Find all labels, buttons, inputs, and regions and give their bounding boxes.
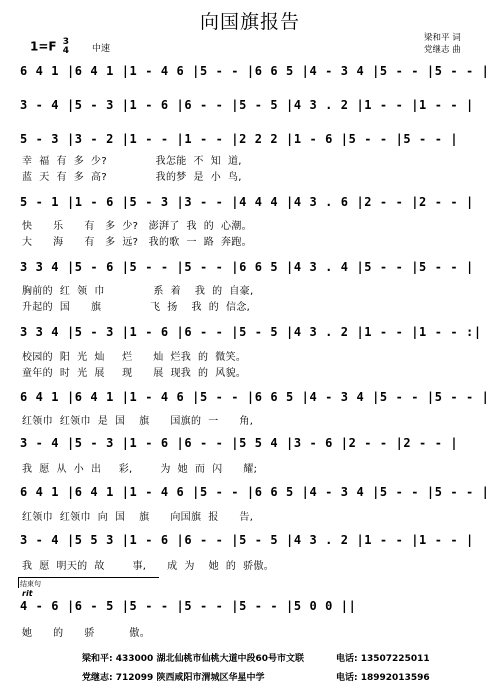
lyric-line-5b: 升起的 国 旗 飞 扬 我 的 信念, bbox=[22, 302, 251, 313]
lyric-line-3b: 蓝 天 有 多 高? 我的梦 是 小 鸟, bbox=[22, 172, 242, 183]
lyric-line-10: 我 愿 明天的 故 事, 成 为 她 的 骄傲。 bbox=[22, 561, 275, 572]
score-line-3 bbox=[20, 130, 480, 148]
footer-address-2: 党继志: 712099 陕西咸阳市渭城区华星中学 bbox=[82, 673, 265, 683]
lyric-line-3a: 幸 福 有 多 少? 我怎能 不 知 道, bbox=[22, 156, 242, 167]
footer-phone-1: 电话: 13507225011 bbox=[336, 654, 430, 664]
notes-line-8: 3 - 4 |5 - 3 |1 - 6 |6 - - |5 5 4 |3 - 6 |2 - - |2 - - | bbox=[20, 436, 459, 450]
lyric-line-7: 红领巾 红领巾 是 国 旗 国旗的 一 角, bbox=[22, 416, 254, 427]
composer-credit: 党继志 曲 bbox=[424, 45, 461, 55]
lyricist-credit: 梁和平 词 bbox=[424, 33, 461, 43]
notes-line-9: 6 4 1 |6 4 1 |1 - 4 6 |5 - - |6 6 5 |4 - 3 4 |5 - - |5 - - | bbox=[20, 485, 490, 499]
score-line-10 bbox=[20, 531, 480, 549]
notes-line-1: 6 4 1 |6 4 1 |1 - 4 6 |5 - - |6 6 5 |4 - 3 4 |5 - - |5 - - | bbox=[20, 64, 490, 78]
score-line-7 bbox=[20, 388, 490, 406]
key-label: 1=F bbox=[30, 39, 57, 54]
lyric-line-4a: 快 乐 有 多 少? 澎湃了 我 的 心潮。 bbox=[22, 221, 252, 232]
score-line-4 bbox=[20, 193, 480, 211]
score-line-2 bbox=[20, 96, 480, 114]
lyric-line-9: 红领巾 红领巾 向 国 旗 向国旗 报 告, bbox=[22, 512, 254, 523]
time-signature bbox=[63, 38, 69, 56]
score-line-8 bbox=[20, 434, 480, 452]
notes-line-10: 3 - 4 |5 5 3 |1 - 6 |6 - - |5 - 5 |4 3 . 2 |1 - - |1 - - | bbox=[20, 533, 474, 547]
lyric-line-6b: 童年的 时 光 展 现 展 现我 的 风貌。 bbox=[22, 368, 247, 379]
footer-phone-2: 电话: 18992013596 bbox=[336, 673, 430, 683]
notes-line-5: 3 3 4 |5 - 6 |5 - - |5 - - |6 6 5 |4 3 . 4 |5 - - |5 - - | bbox=[20, 260, 474, 274]
lyric-line-5a: 胸前的 红 领 巾 系 着 我 的 自豪, bbox=[22, 286, 254, 297]
score-line-5 bbox=[20, 258, 480, 276]
notes-line-3: 5 - 3 |3 - 2 |1 - - |1 - - |2 2 2 |1 - 6 |5 - - |5 - - | bbox=[20, 132, 459, 146]
lyric-line-6a: 校园的 阳 光 灿 烂 灿 烂我 的 微笑。 bbox=[22, 352, 247, 363]
notes-line-4: 5 - 1 |1 - 6 |5 - 3 |3 - - |4 4 4 |4 3 . 6 |2 - - |2 - - | bbox=[20, 195, 474, 209]
notes-line-11: 4 - 6 |6 - 5 |5 - - |5 - - |5 - - |5 0 0 || bbox=[20, 599, 357, 613]
notes-line-6: 3 3 4 |5 - 3 |1 - 6 |6 - - |5 - 5 |4 3 . 2 |1 - - |1 - - :| bbox=[20, 325, 482, 339]
score-line-11 bbox=[20, 597, 480, 615]
tempo-marking: 中速 bbox=[92, 44, 111, 54]
time-top: 3 bbox=[62, 37, 70, 47]
score-line-9 bbox=[20, 483, 490, 501]
footer-contact-2 bbox=[82, 670, 430, 683]
song-title: 向国旗报告 bbox=[199, 11, 300, 33]
lyric-line-11: 她 的 骄 傲。 bbox=[22, 628, 151, 639]
score-line-1 bbox=[20, 62, 490, 80]
lyric-line-4b: 大 海 有 多 远? 我的歌 一 路 奔跑。 bbox=[22, 237, 252, 248]
ending-label: 结束句 bbox=[20, 580, 41, 588]
notes-line-7: 6 4 1 |6 4 1 |1 - 4 6 |5 - - |6 6 5 |4 - 3 4 |5 - - |5 - - | bbox=[20, 390, 490, 404]
score-line-6 bbox=[20, 323, 480, 341]
key-signature bbox=[30, 38, 69, 56]
notes-line-2: 3 - 4 |5 - 3 |1 - 6 |6 - - |5 - 5 |4 3 . 2 |1 - - |1 - - | bbox=[20, 98, 474, 112]
rit-marking: rit bbox=[22, 589, 33, 598]
footer-address-1: 梁和平: 433000 湖北仙桃市仙桃大道中段60号市文联 bbox=[82, 654, 304, 664]
footer-contact-1 bbox=[82, 651, 430, 664]
time-bottom: 4 bbox=[62, 46, 70, 56]
lyric-line-8: 我 愿 从 小 出 彩, 为 她 而 闪 耀; bbox=[22, 464, 258, 475]
